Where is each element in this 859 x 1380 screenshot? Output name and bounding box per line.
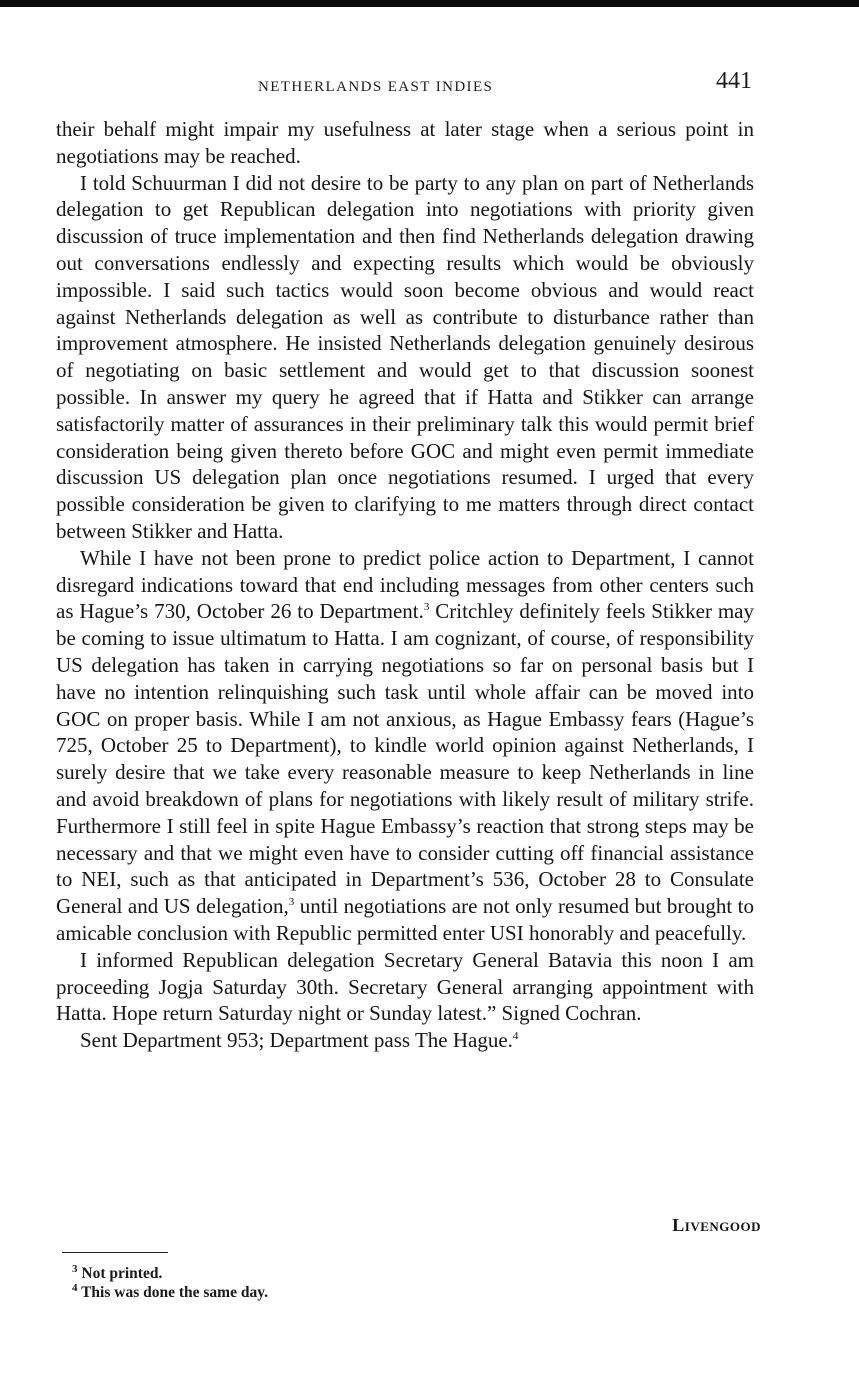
footnote-text: This was done the same day.: [77, 1284, 268, 1301]
running-head: NETHERLANDS EAST INDIES: [258, 79, 494, 95]
footnote-mark: 3: [72, 1262, 78, 1275]
paragraph-2: I told Schuurman I did not desire to be party to any plan on part of Netherlands delegation to get Republican delegation into negotiations with priority given discussion of truce implementation and then find Netherlands delegation drawing out conversations endlessly and expecting results which would be obviously impossible. I said such tactics would soon become obvious and would react against Netherlands delegation as well as contribute to disturbance rather than improvement atmosphere. He insisted Netherlands delegation genuinely desirous of negotiating on basic settlement and would get to that discussion soonest possible. In answer my query he agreed that if Hatta and Stikker can arrange satisfactorily matter of assurances in their preliminary talk this would permit brief consideration being given thereto before GOC and might even permit immediate discussion US delegation plan once negotiations resumed. I urged that every possible consideration be given to clarifying to me matters through direct contact between Stikker and Hatta.: [56, 170, 754, 543]
body-text: [56, 116, 754, 1054]
footnotes: [72, 1264, 672, 1302]
footnote: [72, 1283, 672, 1302]
signature-rest: IVENGOOD: [684, 1219, 761, 1234]
footnote: [72, 1264, 672, 1283]
signature-initial: L: [672, 1215, 685, 1235]
paragraph-3: [56, 545, 754, 947]
scan-top-border: [0, 0, 859, 7]
page-header: [56, 68, 752, 102]
page-number: 441: [716, 68, 752, 94]
paragraph-1: their behalf might impair my usefulness at later stage when a serious point in negotiations may be reached.: [56, 117, 754, 168]
paragraph-4: I informed Republican delegation Secretary General Batavia this noon I am proceeding Jogja Saturday 30th. Secretary General arranging appointment with Hatta. Hope return Saturday night or Sunday latest.” Signed Cochran.: [56, 947, 754, 1026]
footnote-mark: 4: [72, 1281, 78, 1294]
paragraph-5-text: Sent Department 953; Department pass The Hague.: [80, 1028, 513, 1053]
paragraph-5: [56, 1027, 754, 1054]
footnote-reference: 4: [512, 1030, 519, 1043]
signature: [672, 1215, 761, 1236]
footnote-text: Not printed.: [77, 1265, 163, 1282]
footnote-reference: 3: [288, 896, 295, 909]
paragraph-3-part-a: While I have not been prone to predict police action to Department, I cannot disregard indications toward that end including messages from other centers such as Hague’s 730, October 26 to Department.: [56, 545, 754, 624]
paragraph-3-part-c: until negotiations are not only resumed but brought to amicable conclusion with Republic permitted enter USI honorably and peacefully.: [56, 894, 754, 945]
footnote-divider: [62, 1252, 168, 1253]
footnote-reference: 3: [423, 601, 430, 614]
paragraph-3-part-b: Critchley definitely feels Stikker may be coming to issue ultimatum to Hatta. I am cognizant, of course, of responsibility US delegation has taken in carrying negotiations so far on personal basis but I have no intention relinquishing such task until whole affair can be moved into GOC on proper basis. While I am not anxious, as Hague Embassy fears (Hague’s 725, October 25 to Department), to kindle world opinion against Netherlands, I surely desire that we take every reasonable measure to keep Netherlands in line and avoid breakdown of plans for negotiations with likely result of military strife. Furthermore I still feel in spite Hague Embassy’s reaction that strong steps may be necessary and that we might even have to consider cutting off financial assistance to NEI, such as that anticipated in Department’s 536, October 28 to Consulate General and US delegation,: [56, 599, 755, 919]
